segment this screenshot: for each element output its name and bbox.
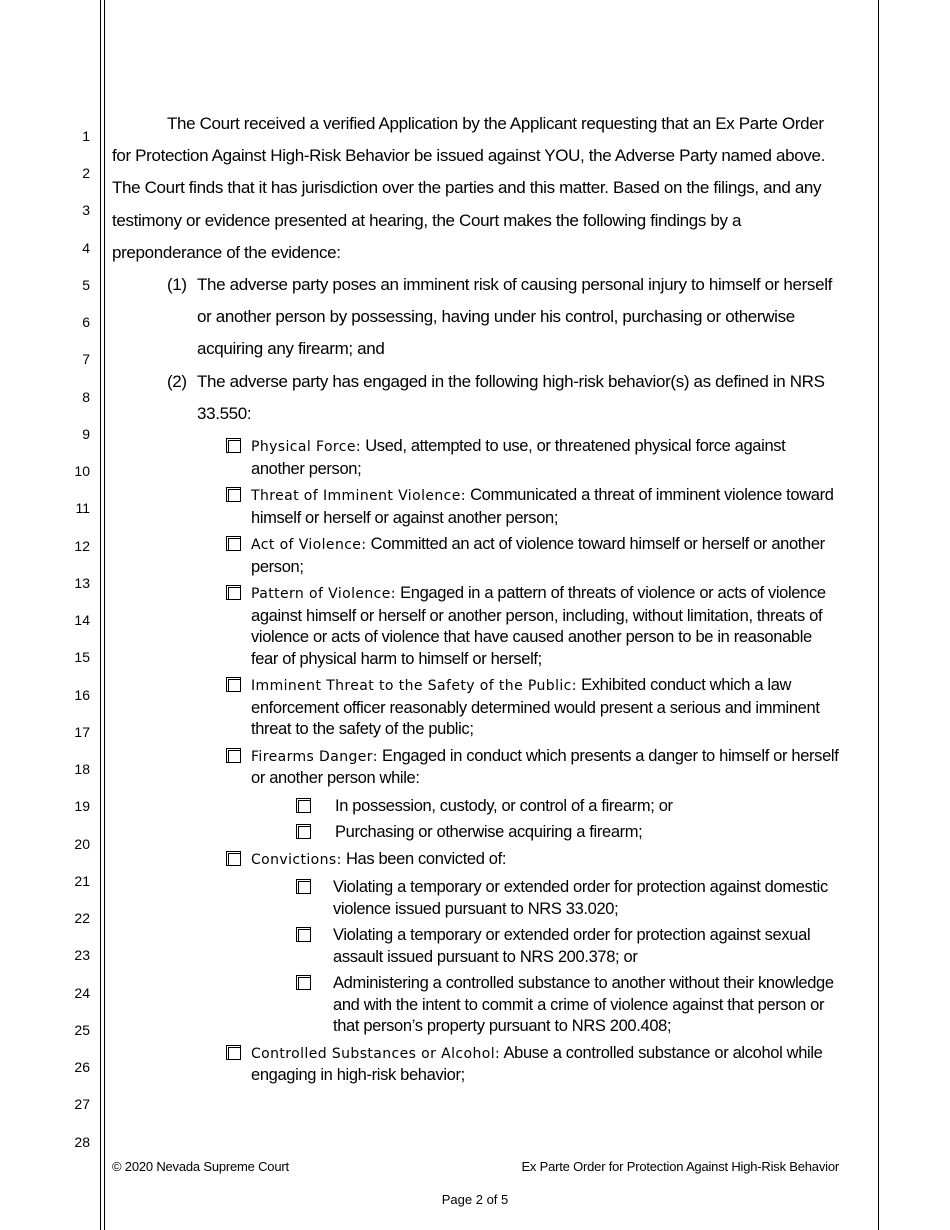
line-number: 28	[74, 1134, 90, 1150]
behavior-label: Threat of Imminent Violence:	[251, 488, 466, 505]
behavior-label: Firearms Danger:	[251, 748, 378, 765]
checkbox[interactable]	[296, 927, 311, 942]
behavior-text: Used, attempted to use, or threatened physical force against another person;	[251, 437, 786, 478]
behavior-convictions	[112, 849, 842, 872]
document-body	[112, 108, 842, 1092]
line-number: 6	[82, 314, 90, 330]
behavior-label: Act of Violence:	[251, 537, 367, 554]
margin-rule-right	[878, 0, 879, 1230]
line-number: 4	[82, 240, 90, 256]
convictions-sub-domestic	[112, 877, 842, 920]
checkbox[interactable]	[226, 536, 241, 551]
sub-text: Violating a temporary or extended order for protection against sexual assault issued pursuant to NRS 200.378; or	[333, 926, 811, 966]
behavior-label: Convictions:	[251, 851, 342, 868]
behavior-checklist	[112, 436, 842, 1087]
convictions-sub-sexual-assault	[112, 925, 842, 968]
behavior-substances	[112, 1043, 842, 1087]
behavior-firearms	[112, 746, 842, 790]
behavior-text: Exhibited conduct which a law enforcement officer reasonably determined would present a serious and imminent threat to the safety of the public;	[251, 676, 820, 739]
sub-text: Purchasing or otherwise acquiring a firearm;	[335, 823, 643, 842]
behavior-label: Physical Force:	[251, 439, 361, 456]
behavior-text: Committed an act of violence toward himself or herself or another person;	[251, 535, 825, 576]
line-number: 27	[74, 1096, 90, 1112]
margin-rule-left-inner	[104, 0, 105, 1230]
line-number: 10	[74, 463, 90, 479]
checkbox[interactable]	[226, 677, 241, 692]
line-number: 5	[82, 277, 90, 293]
line-number: 12	[74, 538, 90, 554]
finding-1	[112, 269, 842, 366]
line-number: 15	[74, 649, 90, 665]
behavior-pattern	[112, 583, 842, 670]
checkbox[interactable]	[296, 879, 311, 894]
checkbox[interactable]	[226, 585, 241, 600]
checkbox[interactable]	[296, 975, 311, 990]
line-number: 24	[74, 985, 90, 1001]
finding-number: (1)	[167, 275, 187, 295]
line-number: 7	[82, 351, 90, 367]
behavior-label: Controlled Substances or Alcohol:	[251, 1045, 501, 1062]
line-number: 21	[74, 873, 90, 889]
checkbox[interactable]	[226, 851, 241, 866]
line-number: 14	[74, 612, 90, 628]
line-number: 19	[74, 798, 90, 814]
line-number: 13	[74, 575, 90, 591]
checkbox[interactable]	[226, 748, 241, 763]
line-number: 8	[82, 389, 90, 405]
sub-text: In possession, custody, or control of a firearm; or	[335, 796, 673, 815]
line-number: 17	[74, 724, 90, 740]
checkbox[interactable]	[226, 1045, 241, 1060]
intro-paragraph: The Court received a verified Application by the Applicant requesting that an Ex Parte Order for Protection Against High-Risk Behavior be issued against YOU, the Adverse Party named above. The Court finds that it has jurisdiction over the parties and this matter. Based on the filings, and any testimony or evidence presented at hearing, the Court makes the following findings by a preponderance of the evidence:	[112, 114, 825, 262]
behavior-text: Engaged in conduct which presents a danger to himself or herself or another person while:	[251, 746, 839, 788]
line-number: 18	[74, 761, 90, 777]
checkbox[interactable]	[226, 487, 241, 502]
footer-copyright: © 2020 Nevada Supreme Court	[112, 1159, 289, 1174]
checkbox[interactable]	[226, 438, 241, 453]
finding-text: The adverse party poses an imminent risk of causing personal injury to himself or herself or another person by possessing, having under his control, purchasing or otherwise acquiring any firearm; and	[197, 275, 832, 359]
convictions-sub-controlled-substance	[112, 973, 842, 1038]
sub-text: Administering a controlled substance to another without their knowledge and with the intent to commit a crime of violence against that person or that person’s property pursuant to NRS 200.408;	[333, 974, 834, 1036]
line-number: 16	[74, 687, 90, 703]
line-number: 26	[74, 1059, 90, 1075]
line-number: 1	[82, 128, 90, 144]
line-number: 20	[74, 836, 90, 852]
line-number: 2	[82, 165, 90, 181]
behavior-label: Imminent Threat to the Safety of the Public:	[251, 678, 577, 695]
behavior-imminent-threat	[112, 675, 842, 741]
behavior-text: Has been convicted of:	[341, 849, 507, 868]
behavior-text: Communicated a threat of imminent violence toward himself or herself or against another person;	[251, 486, 834, 527]
behavior-text: Engaged in a pattern of threats of violence or acts of violence against himself or herself or another person, including, without limitation, threats of violence or acts of violence that have caused another person to be in reasonable fear of physical harm to himself or herself;	[251, 584, 826, 668]
behavior-text: Abuse a controlled substance or alcohol while engaging in high-risk behavior;	[251, 1043, 823, 1085]
finding-2	[112, 366, 842, 430]
margin-rule-left-outer	[100, 0, 101, 1230]
page-number: Page 2 of 5	[441, 1192, 509, 1207]
checkbox[interactable]	[296, 824, 311, 839]
line-number: 9	[82, 426, 90, 442]
line-number: 22	[74, 910, 90, 926]
behavior-threat	[112, 485, 842, 529]
behavior-physical-force	[112, 436, 842, 480]
line-number: 3	[82, 202, 90, 218]
finding-number: (2)	[167, 371, 187, 391]
firearms-sub-possession	[112, 796, 842, 818]
finding-text: The adverse party has engaged in the following high-risk behavior(s) as defined in NRS 33.550:	[197, 371, 825, 423]
behavior-act	[112, 534, 842, 578]
footer-document-title: Ex Parte Order for Protection Against High-Risk Behavior	[521, 1159, 839, 1174]
behavior-label: Pattern of Violence:	[251, 586, 396, 603]
sub-text: Violating a temporary or extended order for protection against domestic violence issued pursuant to NRS 33.020;	[333, 878, 828, 918]
line-number: 25	[74, 1022, 90, 1038]
line-number: 23	[74, 947, 90, 963]
firearms-sub-purchasing	[112, 822, 842, 844]
line-number: 11	[75, 500, 90, 516]
checkbox[interactable]	[296, 798, 311, 813]
